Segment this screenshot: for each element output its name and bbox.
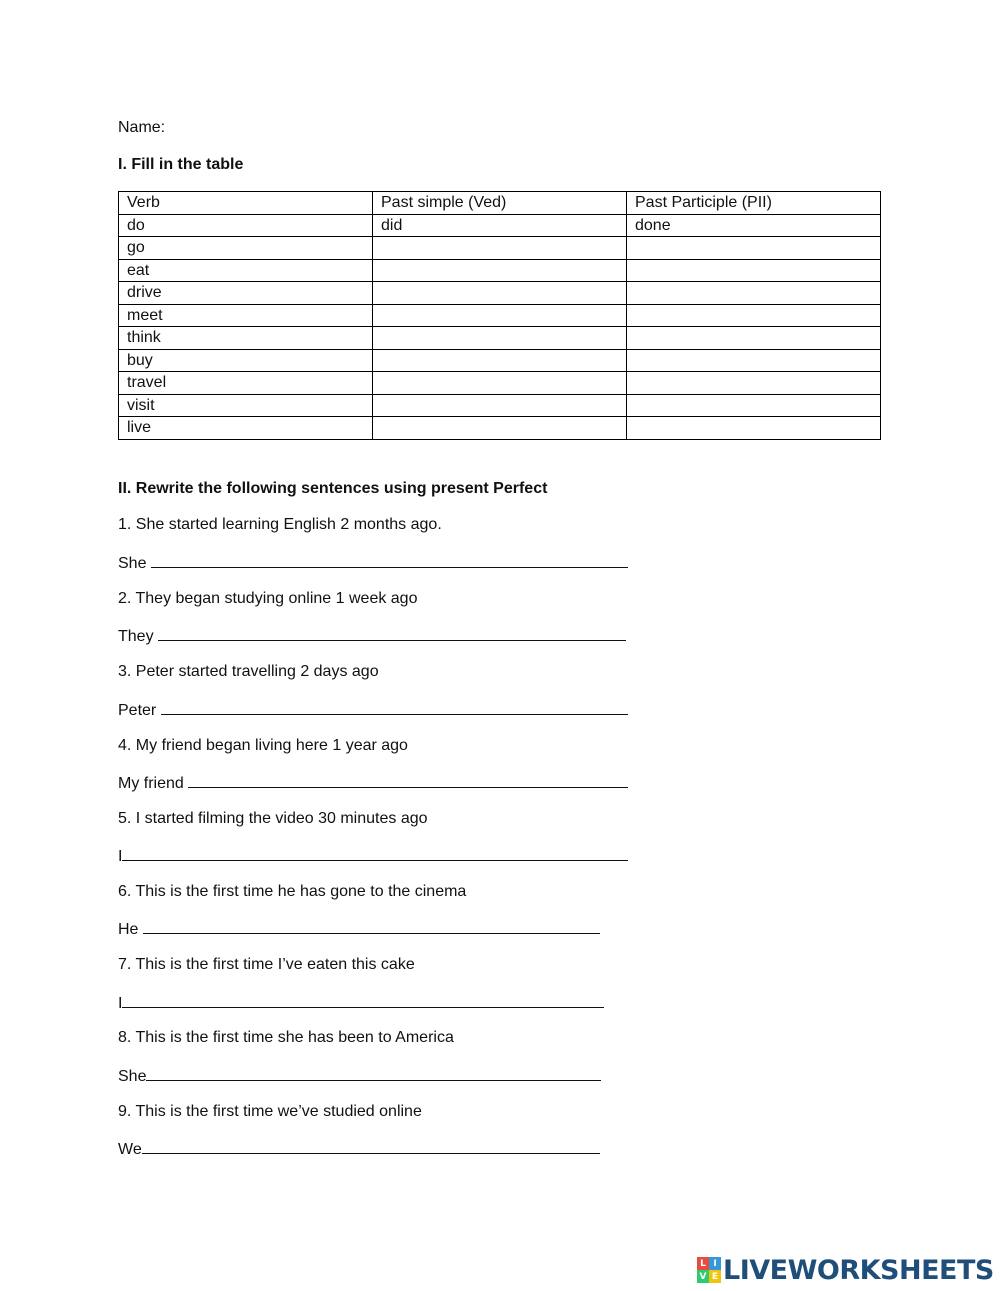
past-participle-cell[interactable] (627, 237, 881, 260)
answer-start-word: She (118, 1068, 147, 1085)
section-2-heading: II. Rewrite the following sentences using present Perfect (118, 480, 548, 497)
answer-line (118, 1139, 600, 1159)
past-simple-cell[interactable] (373, 372, 627, 395)
logo-letter-tile: I (709, 1257, 721, 1270)
logo-letter-tile: L (697, 1257, 709, 1270)
answer-blank[interactable] (158, 626, 626, 641)
table-row (119, 327, 881, 350)
liveworksheets-logo-icon (697, 1257, 721, 1283)
verb-cell: meet (119, 304, 373, 327)
past-participle-cell[interactable] (627, 304, 881, 327)
table-row (119, 304, 881, 327)
column-header: Past Participle (PII) (627, 192, 881, 215)
answer-line (118, 553, 628, 573)
answer-blank[interactable] (122, 993, 604, 1008)
verb-cell: visit (119, 394, 373, 417)
answer-blank[interactable] (188, 773, 628, 788)
answer-blank[interactable] (161, 700, 628, 715)
answer-line (118, 700, 628, 720)
answer-start-word: I (118, 995, 123, 1012)
verb-cell: travel (119, 372, 373, 395)
exercise-prompt: 5. I started filming the video 30 minutes ago (118, 810, 428, 827)
exercise-prompt: 3. Peter started travelling 2 days ago (118, 663, 379, 680)
past-participle-cell[interactable] (627, 259, 881, 282)
answer-start-word: I (118, 848, 123, 865)
section-1-heading: I. Fill in the table (118, 156, 244, 173)
answer-start-word: They (118, 628, 159, 645)
answer-start-word: Peter (118, 702, 161, 719)
table-row (119, 259, 881, 282)
past-simple-cell[interactable] (373, 282, 627, 305)
exercise-prompt: 9. This is the first time we’ve studied online (118, 1103, 422, 1120)
verb-cell: go (119, 237, 373, 260)
answer-line (118, 773, 628, 793)
exercise-prompt: 1. She started learning English 2 months ago. (118, 516, 442, 533)
exercise-prompt: 7. This is the first time I’ve eaten this cake (118, 956, 415, 973)
past-participle-cell[interactable] (627, 282, 881, 305)
past-participle-cell[interactable] (627, 327, 881, 350)
verb-cell: think (119, 327, 373, 350)
answer-blank[interactable] (151, 553, 628, 568)
exercise-prompt: 6. This is the first time he has gone to the cinema (118, 883, 467, 900)
table-row (119, 372, 881, 395)
liveworksheets-logo (697, 1256, 994, 1284)
answer-blank[interactable] (146, 1066, 601, 1081)
past-simple-cell[interactable] (373, 259, 627, 282)
answer-line (118, 919, 600, 939)
verb-cell: live (119, 417, 373, 440)
answer-start-word: My friend (118, 775, 189, 792)
answer-blank[interactable] (142, 1139, 600, 1154)
past-participle-cell[interactable] (627, 417, 881, 440)
past-participle-cell[interactable]: done (627, 214, 881, 237)
verb-cell: buy (119, 349, 373, 372)
table-row (119, 214, 881, 237)
column-header: Verb (119, 192, 373, 215)
verb-cell: drive (119, 282, 373, 305)
logo-text: LIVEWORKSHEETS (723, 1254, 994, 1286)
answer-blank[interactable] (143, 919, 600, 934)
table-header-row (119, 192, 881, 215)
past-simple-cell[interactable] (373, 327, 627, 350)
table-row (119, 394, 881, 417)
table-row (119, 417, 881, 440)
answer-blank[interactable] (122, 846, 628, 861)
past-simple-cell[interactable] (373, 417, 627, 440)
logo-letter-tile: V (697, 1270, 709, 1283)
answer-start-word: She (118, 555, 151, 572)
answer-line (118, 626, 626, 646)
name-label: Name: (118, 119, 166, 136)
answer-line (118, 1066, 601, 1086)
exercise-prompt: 4. My friend began living here 1 year ago (118, 737, 408, 754)
table-row (119, 237, 881, 260)
verb-cell: do (119, 214, 373, 237)
past-participle-cell[interactable] (627, 394, 881, 417)
verb-cell: eat (119, 259, 373, 282)
past-simple-cell[interactable] (373, 349, 627, 372)
verb-table (118, 191, 881, 440)
past-participle-cell[interactable] (627, 349, 881, 372)
answer-start-word: We (118, 1141, 142, 1158)
past-simple-cell[interactable] (373, 394, 627, 417)
exercise-prompt: 8. This is the first time she has been to America (118, 1029, 454, 1046)
table-row (119, 282, 881, 305)
table-row (119, 349, 881, 372)
past-simple-cell[interactable] (373, 237, 627, 260)
column-header: Past simple (Ved) (373, 192, 627, 215)
answer-start-word: He (118, 921, 143, 938)
answer-line (118, 846, 628, 866)
answer-line (118, 993, 604, 1013)
logo-letter-tile: E (709, 1270, 721, 1283)
past-simple-cell[interactable] (373, 304, 627, 327)
past-simple-cell[interactable]: did (373, 214, 627, 237)
past-participle-cell[interactable] (627, 372, 881, 395)
exercise-prompt: 2. They began studying online 1 week ago (118, 590, 418, 607)
